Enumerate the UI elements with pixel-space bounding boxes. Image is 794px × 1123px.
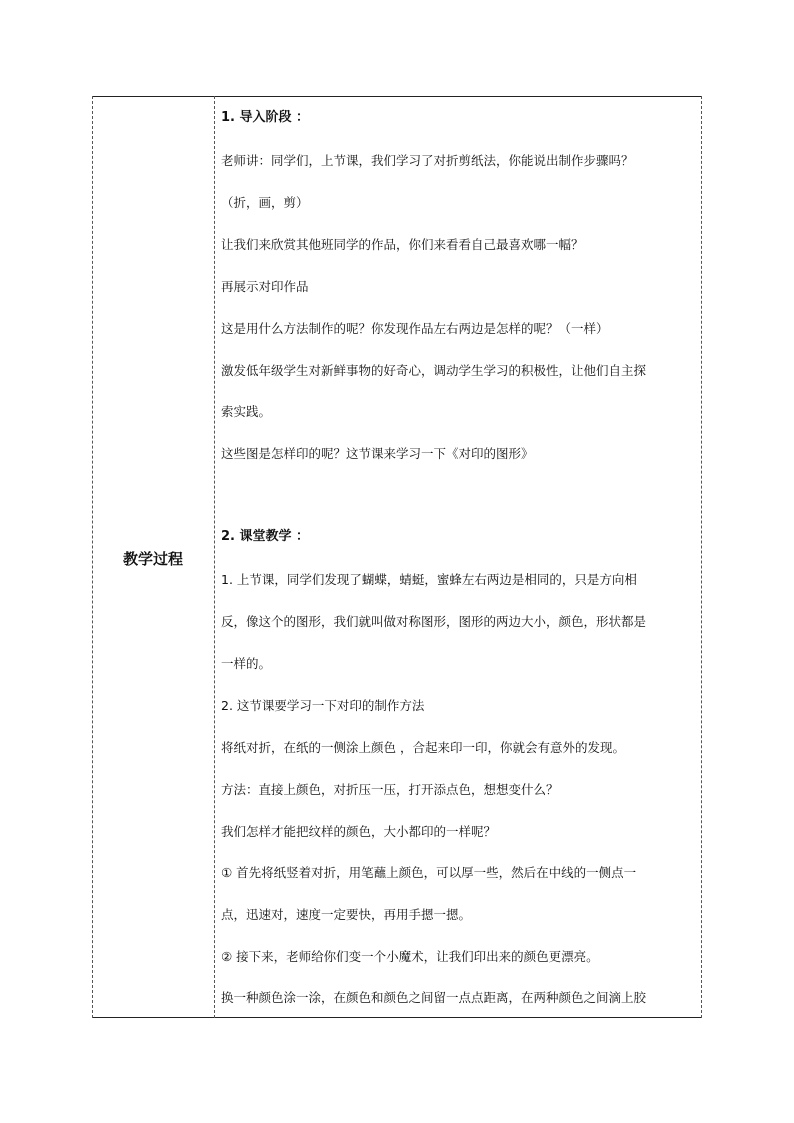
paragraph-line: 老师讲：同学们，上节课，我们学习了对折剪纸法，你能说出制作步骤吗？ — [221, 153, 634, 168]
paragraph-line: 1. 上节课，同学们发现了蝴蝶，蜻蜓，蜜蜂左右两边是相同的，只是方向相 — [221, 572, 637, 587]
section-heading-1: 1. 导入阶段 ： — [221, 110, 310, 125]
paragraph-line: 索实践。 — [221, 404, 272, 419]
paragraph-line: 激发低年级学生对新鲜事物的好奇心，调动学生学习的积极性，让他们自主探 — [221, 363, 647, 378]
paragraph-line: 点，迅速对，速度一定要快，再用手摁一摁。 — [221, 907, 472, 922]
table-border-right — [701, 96, 702, 1018]
paragraph-line: 这是用什么方法制作的呢？你发现作品左右两边是怎样的呢？（一样） — [221, 321, 609, 336]
paragraph-line: 这些图是怎样印的呢？这节课来学习一下《对印的图形》 — [221, 446, 534, 461]
paragraph-line: 2. 这节课要学习一下对印的制作方法 — [221, 698, 425, 713]
paragraph-line: 一样的。 — [221, 656, 272, 671]
paragraph-line: ① 首先将纸竖着对折，用笔蘸上颜色，可以厚一些，然后在中线的一侧点一 — [221, 865, 637, 880]
table-column-divider — [214, 96, 215, 1018]
row-label: 教学过程 — [122, 550, 183, 568]
paragraph-line: 我们怎样才能把纹样的颜色，大小都印的一样呢？ — [221, 824, 497, 839]
paragraph-line: 方法：直接上颜色，对折压一压，打开添点色，想想变什么？ — [221, 782, 559, 797]
paragraph-line: 让我们来欣赏其他班同学的作品，你们来看看自己最喜欢哪一幅？ — [221, 237, 584, 252]
paragraph-line: 反，像这个的图形，我们就叫做对称图形，图形的两边大小，颜色，形状都是 — [221, 614, 647, 629]
paragraph-line: ② 接下来，老师给你们变一个小魔术，让我们印出来的颜色更漂亮。 — [221, 949, 599, 964]
section-heading-2: 2. 课堂教学 ： — [221, 529, 310, 544]
paragraph-line: 换一种颜色涂一涂，在颜色和颜色之间留一点点距离，在两种颜色之间滴上胶 — [221, 990, 647, 1005]
paragraph-line: 再展示对印作品 — [221, 279, 309, 294]
paragraph-line: （折，画，剪） — [221, 195, 309, 210]
paragraph-line: 将纸对折，在纸的一侧涂上颜色 ，合起来印一印，你就会有意外的发现。 — [221, 740, 625, 755]
